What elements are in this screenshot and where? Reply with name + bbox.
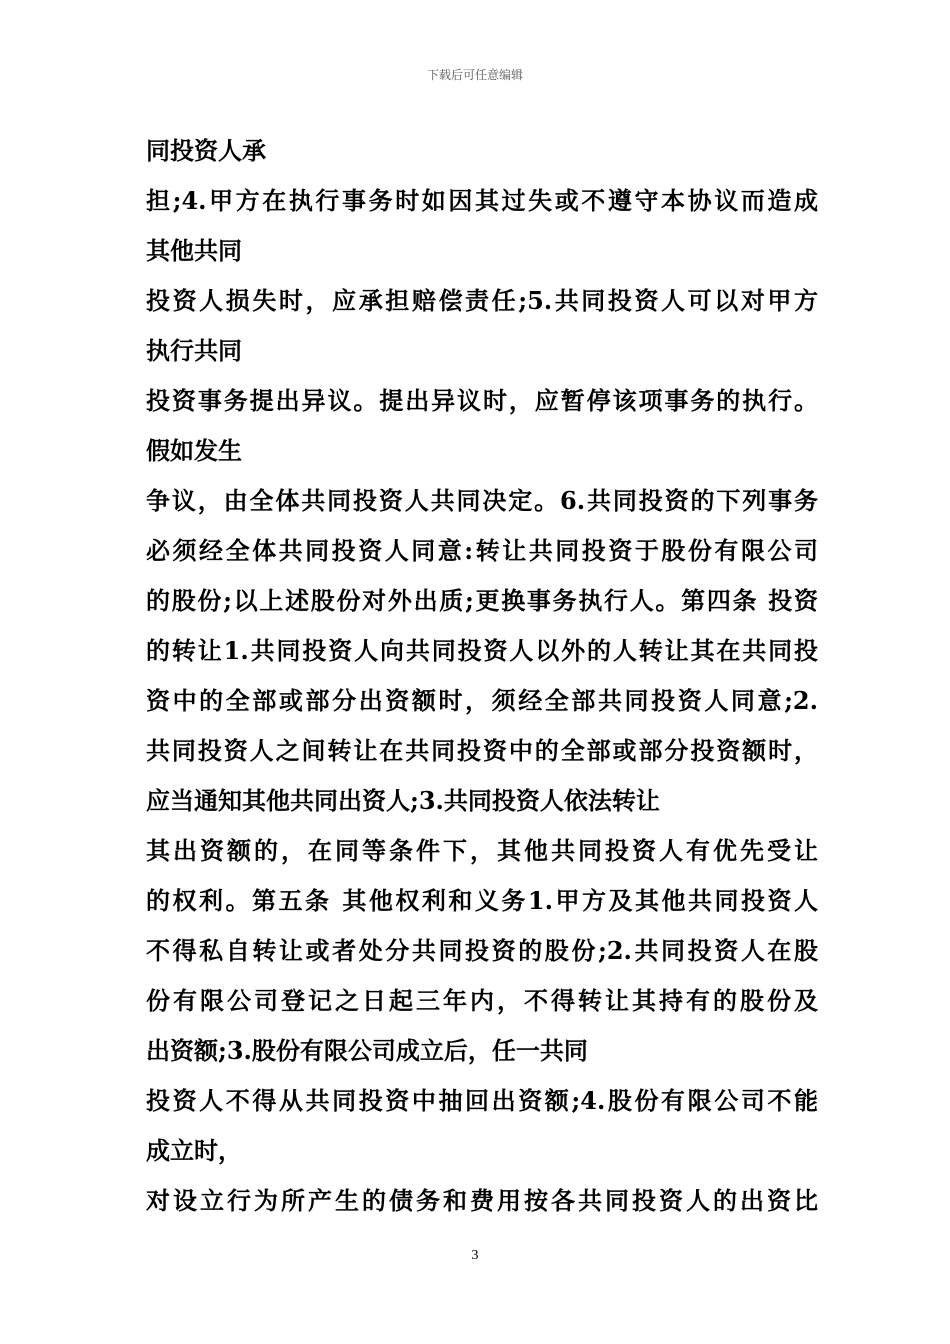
text-line: 资中的全部或部分出资额时，须经全部共同投资人同意;2. bbox=[146, 686, 818, 715]
text-line: 同投资人承 bbox=[146, 136, 266, 165]
text-line: 的转让1.共同投资人向共同投资人以外的人转让其在共同投 bbox=[146, 636, 818, 665]
text-line: 假如发生 bbox=[146, 436, 242, 465]
page-number: 3 bbox=[471, 1248, 479, 1263]
text-line: 成立时， bbox=[146, 1136, 242, 1165]
text-line: 的权利。第五条 其他权利和义务1.甲方及其他共同投资人 bbox=[146, 886, 818, 915]
body-text bbox=[146, 126, 818, 1226]
text-line: 投资人不得从共同投资中抽回出资额;4.股份有限公司不能 bbox=[146, 1086, 818, 1115]
text-line: 共同投资人之间转让在共同投资中的全部或部分投资额时， bbox=[146, 736, 818, 765]
text-line: 争议，由全体共同投资人共同决定。6.共同投资的下列事务 bbox=[146, 486, 818, 515]
page-header: 下载后可任意编辑 bbox=[426, 68, 523, 82]
text-line: 其他共同 bbox=[146, 236, 242, 265]
text-line: 出资额;3.股份有限公司成立后，任一共同 bbox=[146, 1036, 588, 1065]
text-line: 不得私自转让或者处分共同投资的股份;2.共同投资人在股 bbox=[146, 936, 818, 965]
text-line: 应当通知其他共同出资人;3.共同投资人依法转让 bbox=[146, 786, 660, 815]
text-line: 投资事务提出异议。提出异议时，应暂停该项事务的执行。 bbox=[146, 386, 818, 415]
text-line: 担;4.甲方在执行事务时如因其过失或不遵守本协议而造成 bbox=[146, 186, 818, 215]
text-line: 执行共同 bbox=[146, 336, 242, 365]
text-line: 份有限公司登记之日起三年内，不得转让其持有的股份及 bbox=[146, 986, 818, 1015]
text-line: 对设立行为所产生的债务和费用按各共同投资人的出资比 bbox=[146, 1186, 818, 1215]
text-line: 必须经全体共同投资人同意:转让共同投资于股份有限公司 bbox=[146, 536, 818, 565]
text-line: 投资人损失时，应承担赔偿责任;5.共同投资人可以对甲方 bbox=[146, 286, 818, 315]
text-line: 其出资额的，在同等条件下，其他共同投资人有优先受让 bbox=[146, 836, 818, 865]
text-line: 的股份;以上述股份对外出质;更换事务执行人。第四条 投资 bbox=[146, 586, 818, 615]
